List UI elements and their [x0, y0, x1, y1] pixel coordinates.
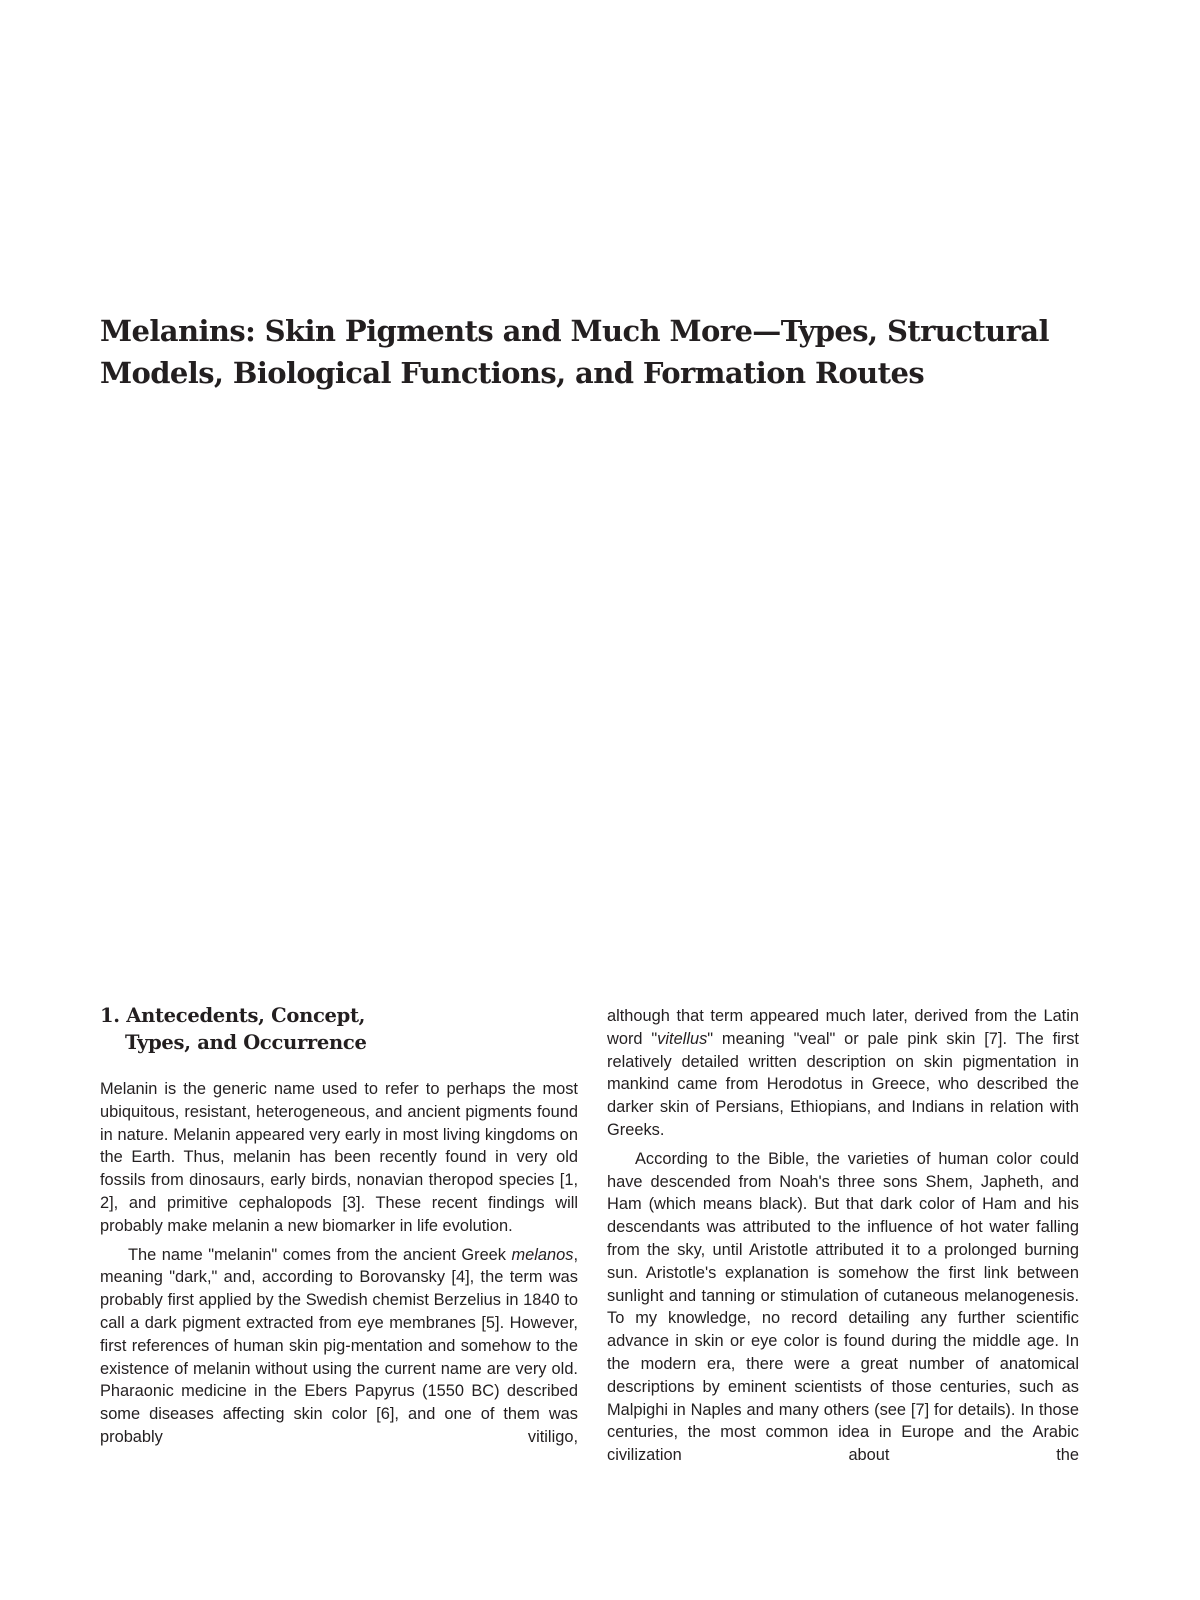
section-heading-line-1: Antecedents, Concept, [126, 1004, 366, 1027]
paragraph-4: According to the Bible, the varieties of human color could have descended from Noah's three sons Shem, Japheth, and Ham (which means black). But that dark color of Ham and his descendants was attributed to the influence of hot water falling from the sky, until Aristotle attributed it to a prolonged burning sun. Aristotle's explanation is somehow the first link between sunlight and tanning or stimulation of cutaneous melanogenesis. To my knowledge, no record detailing any further scientific advance in skin or eye color is found during the middle age. In the modern era, there were a great number of anatomical descriptions by eminent scientists of those centuries, such as Malpighi in Naples and many others (see [7] for details). In those centuries, the most common idea in Europe and the Arabic civilization about the [607, 1149, 1079, 1465]
left-column [100, 1002, 578, 1449]
paragraph-3 [607, 1005, 1079, 1142]
article-title [100, 310, 1100, 394]
article-title-line-2: Models, Biological Functions, and Formation Routes [100, 356, 925, 390]
article-title-line-1: Melanins: Skin Pigments and Much More—Types, Structural [100, 314, 1049, 348]
paragraph-2-text-b: , meaning "dark," and, according to Borovansky [4], the term was probably first applied by the Swedish chemist Berzelius in 1840 to call a dark pigment extracted from eye membranes [5]. However, first references of human skin pig-mentation and somehow to the existence of melanin without using the current name are very old. Pharaonic medicine in the Ebers Papyrus (1550 BC) described some diseases affecting skin color [6], and one of them was probably vitiligo, [100, 1245, 578, 1446]
paragraph-2-text-a: The name "melanin" comes from the ancient Greek [128, 1245, 512, 1264]
paragraph-3-text-b: " meaning "veal" or pale pink skin [7]. The first relatively detailed written description on skin pigmentation in mankind came from Herodotus in Greece, who described the darker skin of Persians, Ethiopians, and Indians in relation with Greeks. [607, 1029, 1079, 1139]
paragraph-3-text-a: although that term appeared much later, derived from the Latin word " [607, 1007, 1079, 1048]
section-number: 1. [100, 1004, 120, 1027]
paragraph-1: Melanin is the generic name used to refer to perhaps the most ubiquitous, resistant, heterogeneous, and ancient pigments found in nature. Melanin appeared very early in most living kingdoms on the Earth. Thus, melanin has been recently found in very old fossils from dinosaurs, early birds, nonavian theropod species [1, 2], and primitive cephalopods [3]. These recent findings will probably make melanin a new biomarker in life evolution. [100, 1080, 578, 1235]
section-heading-line-2: Types, and Occurrence [125, 1031, 367, 1054]
paragraph-3-italic: vitellus [657, 1029, 708, 1048]
paragraph-2 [100, 1244, 578, 1449]
right-column [607, 1005, 1079, 1467]
section-heading [100, 1002, 578, 1056]
paragraph-2-italic: melanos [511, 1245, 574, 1264]
